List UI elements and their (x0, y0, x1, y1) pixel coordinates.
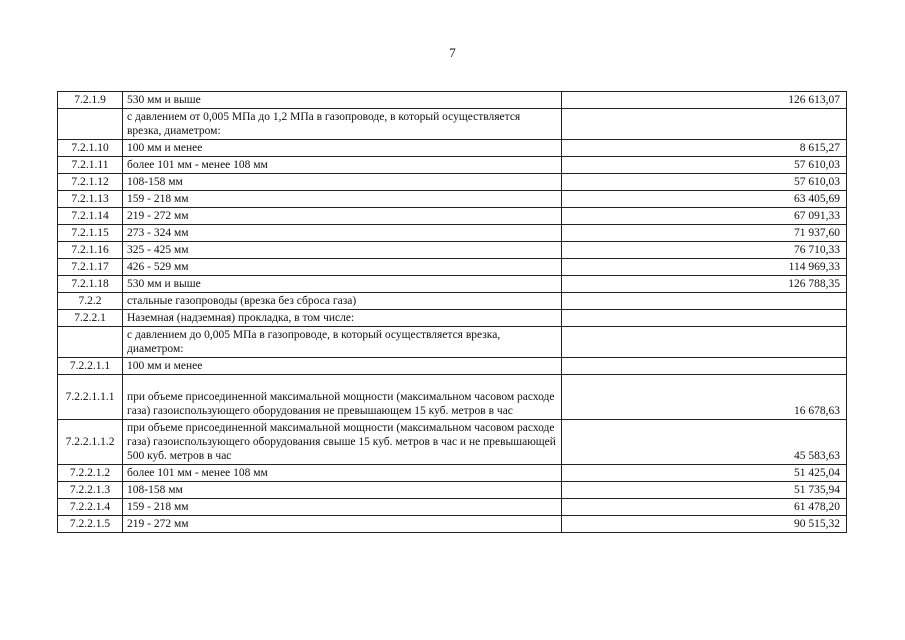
item-price (562, 293, 847, 310)
table-row (58, 140, 847, 157)
table-row (58, 420, 847, 465)
item-price: 67 091,33 (562, 208, 847, 225)
item-price: 76 710,33 (562, 242, 847, 259)
table-row (58, 225, 847, 242)
item-code (58, 109, 123, 140)
table-row (58, 327, 847, 358)
table-row (58, 310, 847, 327)
table-row (58, 174, 847, 191)
table-row (58, 358, 847, 375)
table-row (58, 157, 847, 174)
item-code: 7.2.1.18 (58, 276, 123, 293)
item-description: 530 мм и выше (123, 276, 562, 293)
item-code: 7.2.2.1.5 (58, 516, 123, 533)
item-code: 7.2.2.1.1 (58, 358, 123, 375)
item-code: 7.2.2.1.1.1 (58, 375, 123, 420)
item-description: 219 - 272 мм (123, 516, 562, 533)
item-price (562, 310, 847, 327)
item-description: 530 мм и выше (123, 92, 562, 109)
table-row (58, 516, 847, 533)
item-code: 7.2.1.13 (58, 191, 123, 208)
table-row (58, 375, 847, 420)
item-price: 8 615,27 (562, 140, 847, 157)
item-description: более 101 мм - менее 108 мм (123, 157, 562, 174)
table-row (58, 109, 847, 140)
item-price: 51 425,04 (562, 465, 847, 482)
item-description: более 101 мм - менее 108 мм (123, 465, 562, 482)
tariff-table (57, 91, 847, 533)
item-price: 63 405,69 (562, 191, 847, 208)
item-code: 7.2.1.14 (58, 208, 123, 225)
table-row (58, 276, 847, 293)
table-row (58, 465, 847, 482)
item-description: 325 - 425 мм (123, 242, 562, 259)
table-row (58, 259, 847, 276)
item-code: 7.2.2 (58, 293, 123, 310)
table-row (58, 242, 847, 259)
item-description: 100 мм и менее (123, 140, 562, 157)
table-row (58, 482, 847, 499)
item-code: 7.2.1.16 (58, 242, 123, 259)
item-description: 273 - 324 мм (123, 225, 562, 242)
item-description: 159 - 218 мм (123, 191, 562, 208)
table-row (58, 293, 847, 310)
item-description: 159 - 218 мм (123, 499, 562, 516)
item-description: при объеме присоединенной максимальной мощности (максимальном часовом расходе газа) газоиспользующего оборудования свыше 15 куб. метров в час и не превышающей 500 куб. метров в час (123, 420, 562, 465)
item-description: стальные газопроводы (врезка без сброса газа) (123, 293, 562, 310)
item-description: 219 - 272 мм (123, 208, 562, 225)
item-price: 45 583,63 (562, 420, 847, 465)
item-price: 16 678,63 (562, 375, 847, 420)
item-price: 114 969,33 (562, 259, 847, 276)
item-description: 108-158 мм (123, 482, 562, 499)
item-price: 71 937,60 (562, 225, 847, 242)
item-description: с давлением от 0,005 МПа до 1,2 МПа в газопроводе, в который осуществляется врезка, диаметром: (123, 109, 562, 140)
item-price (562, 109, 847, 140)
item-price: 61 478,20 (562, 499, 847, 516)
item-code: 7.2.1.11 (58, 157, 123, 174)
item-description: 100 мм и менее (123, 358, 562, 375)
item-price: 90 515,32 (562, 516, 847, 533)
item-code: 7.2.2.1.4 (58, 499, 123, 516)
item-code: 7.2.2.1.2 (58, 465, 123, 482)
item-code: 7.2.1.12 (58, 174, 123, 191)
item-code: 7.2.1.17 (58, 259, 123, 276)
item-price: 57 610,03 (562, 157, 847, 174)
table-row (58, 191, 847, 208)
table-row (58, 208, 847, 225)
item-description: 426 - 529 мм (123, 259, 562, 276)
item-price: 126 788,35 (562, 276, 847, 293)
page-number: 7 (449, 45, 456, 60)
item-code: 7.2.2.1.3 (58, 482, 123, 499)
item-price: 126 613,07 (562, 92, 847, 109)
item-code: 7.2.2.1 (58, 310, 123, 327)
item-price: 57 610,03 (562, 174, 847, 191)
item-price (562, 327, 847, 358)
item-code: 7.2.2.1.1.2 (58, 420, 123, 465)
item-price (562, 358, 847, 375)
item-price: 51 735,94 (562, 482, 847, 499)
item-description: Наземная (надземная) прокладка, в том числе: (123, 310, 562, 327)
item-description: 108-158 мм (123, 174, 562, 191)
item-code: 7.2.1.15 (58, 225, 123, 242)
table-row (58, 499, 847, 516)
item-code: 7.2.1.10 (58, 140, 123, 157)
item-code (58, 327, 123, 358)
item-description: при объеме присоединенной максимальной мощности (максимальном часовом расходе газа) газоиспользующего оборудования не превышающем 15 куб. метров в час (123, 375, 562, 420)
item-code: 7.2.1.9 (58, 92, 123, 109)
table-row (58, 92, 847, 109)
item-description: с давлением до 0,005 МПа в газопроводе, в который осуществляется врезка, диаметром: (123, 327, 562, 358)
